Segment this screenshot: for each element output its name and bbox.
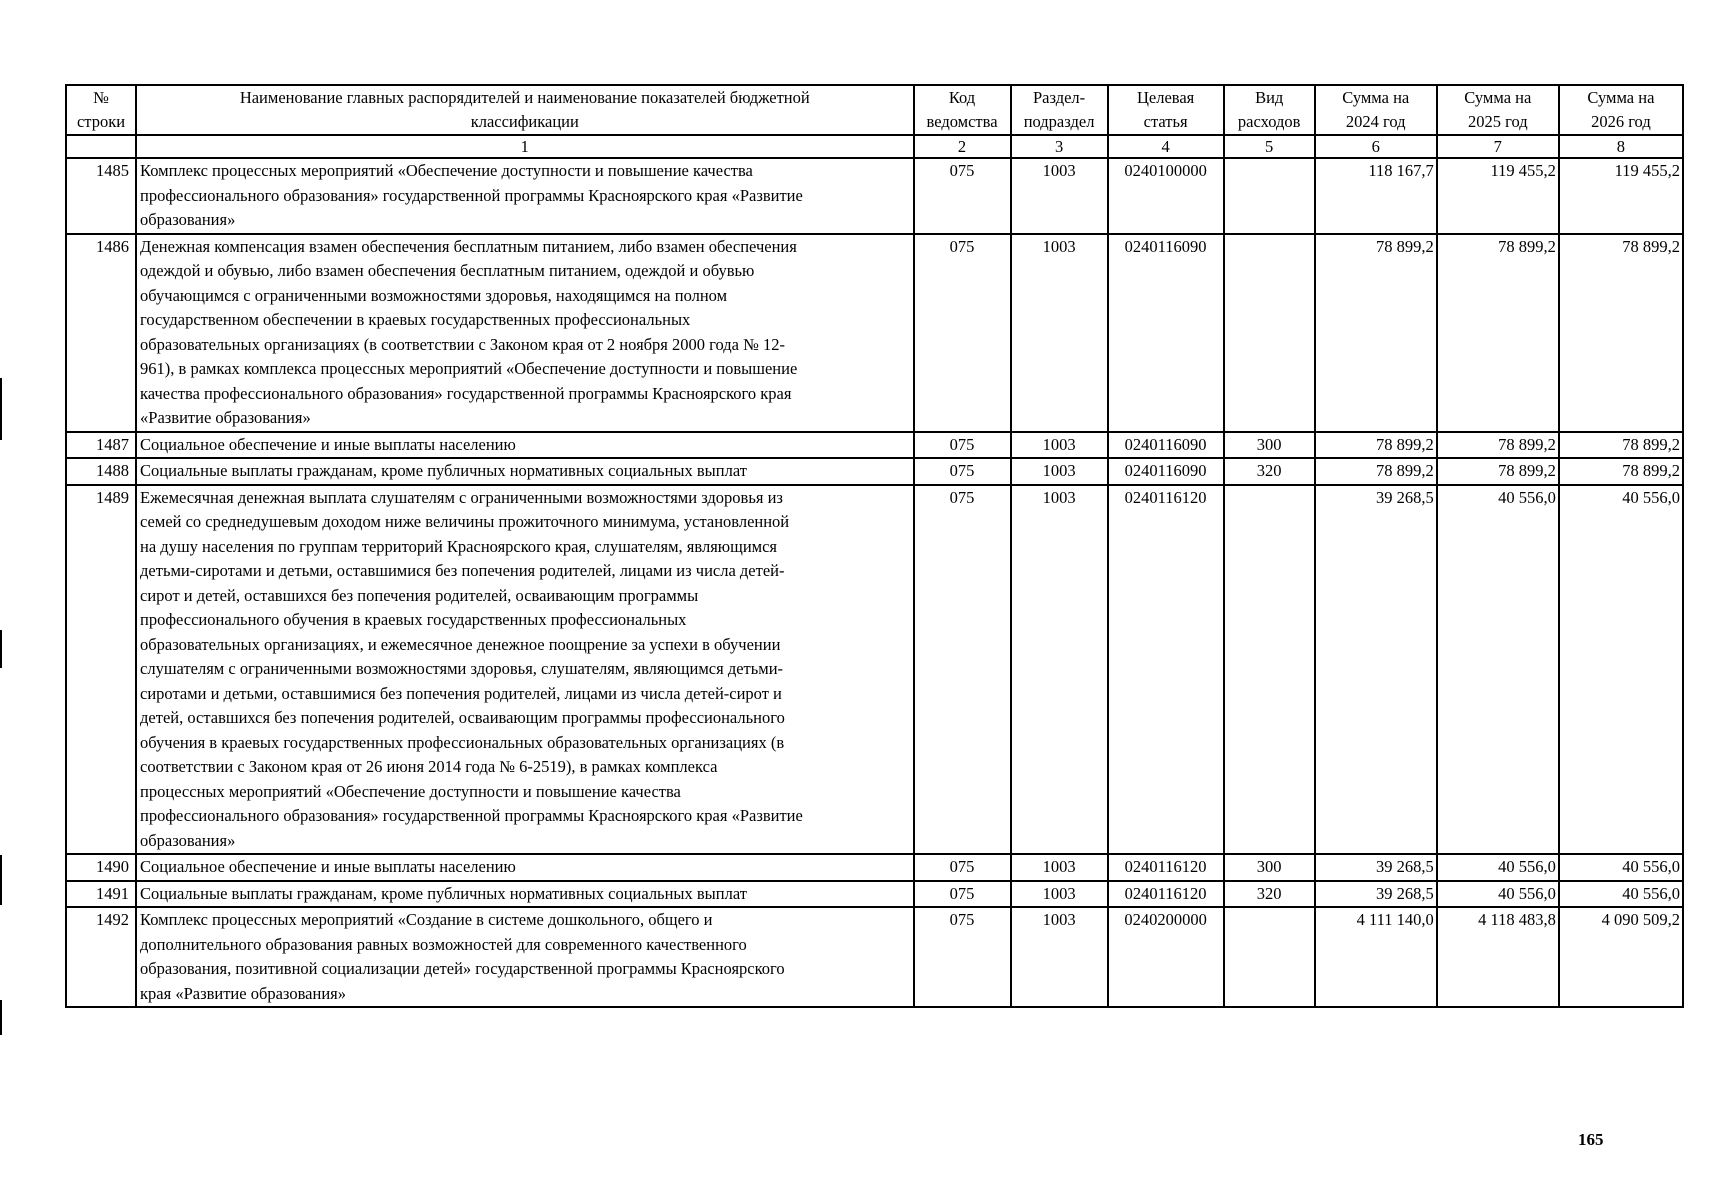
row-number-cell: 1488: [66, 458, 136, 485]
column-number: 6: [1315, 135, 1437, 158]
indicator-name-line: профессионального обучения в краевых государственных профессиональных: [140, 610, 687, 629]
column-number: 1: [136, 135, 913, 158]
indicator-name-line: образовательных организациях (в соответствии с Законом края от 2 ноября 2000 года № 12-: [140, 334, 785, 354]
header-expense-type: Вид расходов: [1224, 85, 1315, 135]
section-cell: 1003: [1011, 854, 1108, 881]
indicator-name-line: качества профессионального образования» государственной программы Красноярского края: [140, 383, 792, 403]
indicator-name-line: одеждой и обувью, либо взамен обеспечения бесплатным питанием, одеждой и обувью: [140, 261, 755, 280]
indicator-name-line: семей со среднедушевым доходом ниже величины прожиточного минимума, установленной: [140, 512, 790, 531]
indicator-name-line: образования»: [140, 210, 236, 229]
sum-2024-cell: 78 899,2: [1315, 234, 1437, 432]
indicator-name-line: Социальное обеспечение и иные выплаты населению: [140, 857, 516, 876]
header-target-article: Целевая статья: [1108, 85, 1224, 135]
sum-2025-cell: 78 899,2: [1437, 458, 1559, 485]
section-cell: 1003: [1011, 234, 1108, 432]
indicator-name-line: образования, позитивной социализации детей» государственной программы Красноярского: [140, 959, 785, 978]
row-number-cell: 1485: [66, 158, 136, 234]
sum-2025-cell: 40 556,0: [1437, 854, 1559, 881]
indicator-name-line: профессионального образования» государственной программы Красноярского края «Развитие: [140, 185, 803, 205]
section-cell: 1003: [1011, 158, 1108, 234]
dept-code-cell: 075: [914, 907, 1011, 1007]
target-article-cell: 0240116120: [1108, 881, 1224, 908]
scan-margin-mark: [0, 855, 2, 905]
dept-code-cell: 075: [914, 458, 1011, 485]
table-row: [66, 432, 1683, 459]
indicator-name-line: Денежная компенсация взамен обеспечения бесплатным питанием, либо взамен обеспечения: [140, 236, 797, 256]
scan-margin-mark: [0, 378, 2, 440]
sum-2026-cell: 78 899,2: [1559, 432, 1683, 459]
sum-2025-cell: 78 899,2: [1437, 234, 1559, 432]
sum-2025-cell: 4 118 483,8: [1437, 907, 1559, 1007]
sum-2025-cell: 78 899,2: [1437, 432, 1559, 459]
sum-2024-cell: 78 899,2: [1315, 458, 1437, 485]
header-row-number: № строки: [66, 85, 136, 135]
indicator-name-line: государственном обеспечении в краевых государственных профессиональных: [140, 310, 691, 329]
indicator-name-line: сирот и детей, оставшихся без попечения родителей, осваивающим программы: [140, 585, 699, 605]
sum-2026-cell: 40 556,0: [1559, 854, 1683, 881]
indicator-name-line: 961), в рамках комплекса процессных мероприятий «Обеспечение доступности и повышение: [140, 359, 798, 378]
header-sum-2025: Сумма на 2025 год: [1437, 85, 1559, 135]
column-number: 7: [1437, 135, 1559, 158]
sum-2026-cell: 40 556,0: [1559, 485, 1683, 855]
indicator-name-line: Комплекс процессных мероприятий «Создание в системе дошкольного, общего и: [140, 910, 713, 929]
sum-2025-cell: 119 455,2: [1437, 158, 1559, 234]
sum-2024-cell: 4 111 140,0: [1315, 907, 1437, 1007]
budget-table: [65, 84, 1684, 1008]
sum-2025-cell: 40 556,0: [1437, 881, 1559, 908]
indicator-name-line: образования»: [140, 830, 236, 850]
dept-code-cell: 075: [914, 432, 1011, 459]
dept-code-cell: 075: [914, 234, 1011, 432]
indicator-name-line: «Развитие образования»: [140, 408, 311, 427]
header-dept-code: Код ведомства: [914, 85, 1011, 135]
table-row: [66, 881, 1683, 908]
target-article-cell: 0240116090: [1108, 234, 1224, 432]
target-article-cell: 0240116090: [1108, 458, 1224, 485]
indicator-name-line: обучения в краевых государственных профессиональных образовательных организациях (в: [140, 732, 785, 752]
expense-type-cell: [1224, 485, 1315, 855]
header-sum-2024: Сумма на 2024 год: [1315, 85, 1437, 135]
header-section: Раздел- подраздел: [1011, 85, 1108, 135]
column-number: 8: [1559, 135, 1683, 158]
row-number-cell: 1489: [66, 485, 136, 855]
sum-2026-cell: 119 455,2: [1559, 158, 1683, 234]
dept-code-cell: 075: [914, 854, 1011, 881]
table-row: [66, 234, 1683, 432]
indicator-name-line: на душу населения по группам территорий Красноярского края, слушателям, являющимся: [140, 536, 777, 556]
section-cell: 1003: [1011, 485, 1108, 855]
indicator-name-cell: [136, 881, 913, 908]
dept-code-cell: 075: [914, 485, 1011, 855]
indicator-name-line: образовательных организациях, и ежемесячное денежное поощрение за успехи в обучении: [140, 634, 781, 654]
table-row: [66, 158, 1683, 234]
indicator-name-line: детей, оставшихся без попечения родителей, осваивающим программы профессионального: [140, 708, 785, 727]
page-number: 165: [1578, 1130, 1604, 1149]
expense-type-cell: [1224, 234, 1315, 432]
indicator-name-cell: [136, 485, 913, 855]
indicator-name-line: процессных мероприятий «Обеспечение доступности и повышение качества: [140, 781, 681, 801]
indicator-name-cell: [136, 158, 913, 234]
header-name: Наименование главных распорядителей и наименование показателей бюджетной классификации: [136, 85, 913, 135]
expense-type-cell: 300: [1224, 432, 1315, 459]
sum-2026-cell: 40 556,0: [1559, 881, 1683, 908]
sum-2024-cell: 118 167,7: [1315, 158, 1437, 234]
indicator-name-cell: [136, 854, 913, 881]
expense-type-cell: 300: [1224, 854, 1315, 881]
indicator-name-line: профессионального образования» государственной программы Красноярского края «Развитие: [140, 806, 803, 825]
expense-type-cell: [1224, 158, 1315, 234]
target-article-cell: 0240116120: [1108, 854, 1224, 881]
section-cell: 1003: [1011, 432, 1108, 459]
row-number-cell: 1487: [66, 432, 136, 459]
column-number: 5: [1224, 135, 1315, 158]
row-number-cell: 1492: [66, 907, 136, 1007]
sum-2025-cell: 40 556,0: [1437, 485, 1559, 855]
column-numbers-row: [66, 135, 1683, 158]
sum-2024-cell: 39 268,5: [1315, 881, 1437, 908]
table-row: [66, 854, 1683, 881]
target-article-cell: 0240100000: [1108, 158, 1224, 234]
dept-code-cell: 075: [914, 881, 1011, 908]
sum-2026-cell: 78 899,2: [1559, 458, 1683, 485]
table-row: [66, 485, 1683, 855]
sum-2024-cell: 39 268,5: [1315, 485, 1437, 855]
sum-2024-cell: 78 899,2: [1315, 432, 1437, 459]
column-number: [66, 135, 136, 158]
column-number: 4: [1108, 135, 1224, 158]
indicator-name-cell: [136, 907, 913, 1007]
table-row: [66, 458, 1683, 485]
scan-margin-mark: [0, 1000, 2, 1035]
indicator-name-line: дополнительного образования равных возможностей для современного качественного: [140, 934, 747, 954]
target-article-cell: 0240116120: [1108, 485, 1224, 855]
indicator-name-line: Комплекс процессных мероприятий «Обеспечение доступности и повышение качества: [140, 161, 753, 180]
row-number-cell: 1486: [66, 234, 136, 432]
indicator-name-line: Социальные выплаты гражданам, кроме публичных нормативных социальных выплат: [140, 883, 747, 903]
indicator-name-line: соответствии с Законом края от 26 июня 2014 года № 6-2519), в рамках комплекса: [140, 757, 718, 776]
target-article-cell: 0240116090: [1108, 432, 1224, 459]
indicator-name-line: слушателям с ограниченными возможностями здоровья, слушателям, являющимся детьми-: [140, 659, 784, 678]
indicator-name-line: Социальные выплаты гражданам, кроме публичных нормативных социальных выплат: [140, 461, 747, 480]
sum-2026-cell: 4 090 509,2: [1559, 907, 1683, 1007]
target-article-cell: 0240200000: [1108, 907, 1224, 1007]
indicator-name-line: обучающимся с ограниченными возможностями здоровья, находящимся на полном: [140, 285, 728, 305]
indicator-name-line: края «Развитие образования»: [140, 983, 346, 1003]
indicator-name-cell: [136, 432, 913, 459]
sum-2024-cell: 39 268,5: [1315, 854, 1437, 881]
indicator-name-line: Ежемесячная денежная выплата слушателям с ограниченными возможностями здоровья из: [140, 487, 783, 507]
section-cell: 1003: [1011, 881, 1108, 908]
table-body: [66, 158, 1683, 1007]
section-cell: 1003: [1011, 907, 1108, 1007]
column-number: 3: [1011, 135, 1108, 158]
section-cell: 1003: [1011, 458, 1108, 485]
expense-type-cell: 320: [1224, 881, 1315, 908]
indicator-name-line: Социальное обеспечение и иные выплаты населению: [140, 434, 516, 454]
sum-2026-cell: 78 899,2: [1559, 234, 1683, 432]
indicator-name-line: сиротами и детьми, оставшимися без попечения родителей, лицами из числа детей-сирот и: [140, 683, 782, 703]
table-header-row: [66, 85, 1683, 135]
row-number-cell: 1491: [66, 881, 136, 908]
expense-type-cell: 320: [1224, 458, 1315, 485]
indicator-name-line: детьми-сиротами и детьми, оставшимися без попечения родителей, лицами из числа детей-: [140, 561, 785, 580]
row-number-cell: 1490: [66, 854, 136, 881]
indicator-name-cell: [136, 458, 913, 485]
dept-code-cell: 075: [914, 158, 1011, 234]
expense-type-cell: [1224, 907, 1315, 1007]
scan-margin-mark: [0, 630, 2, 668]
indicator-name-cell: [136, 234, 913, 432]
header-sum-2026: Сумма на 2026 год: [1559, 85, 1683, 135]
table-row: [66, 907, 1683, 1007]
column-number: 2: [914, 135, 1011, 158]
